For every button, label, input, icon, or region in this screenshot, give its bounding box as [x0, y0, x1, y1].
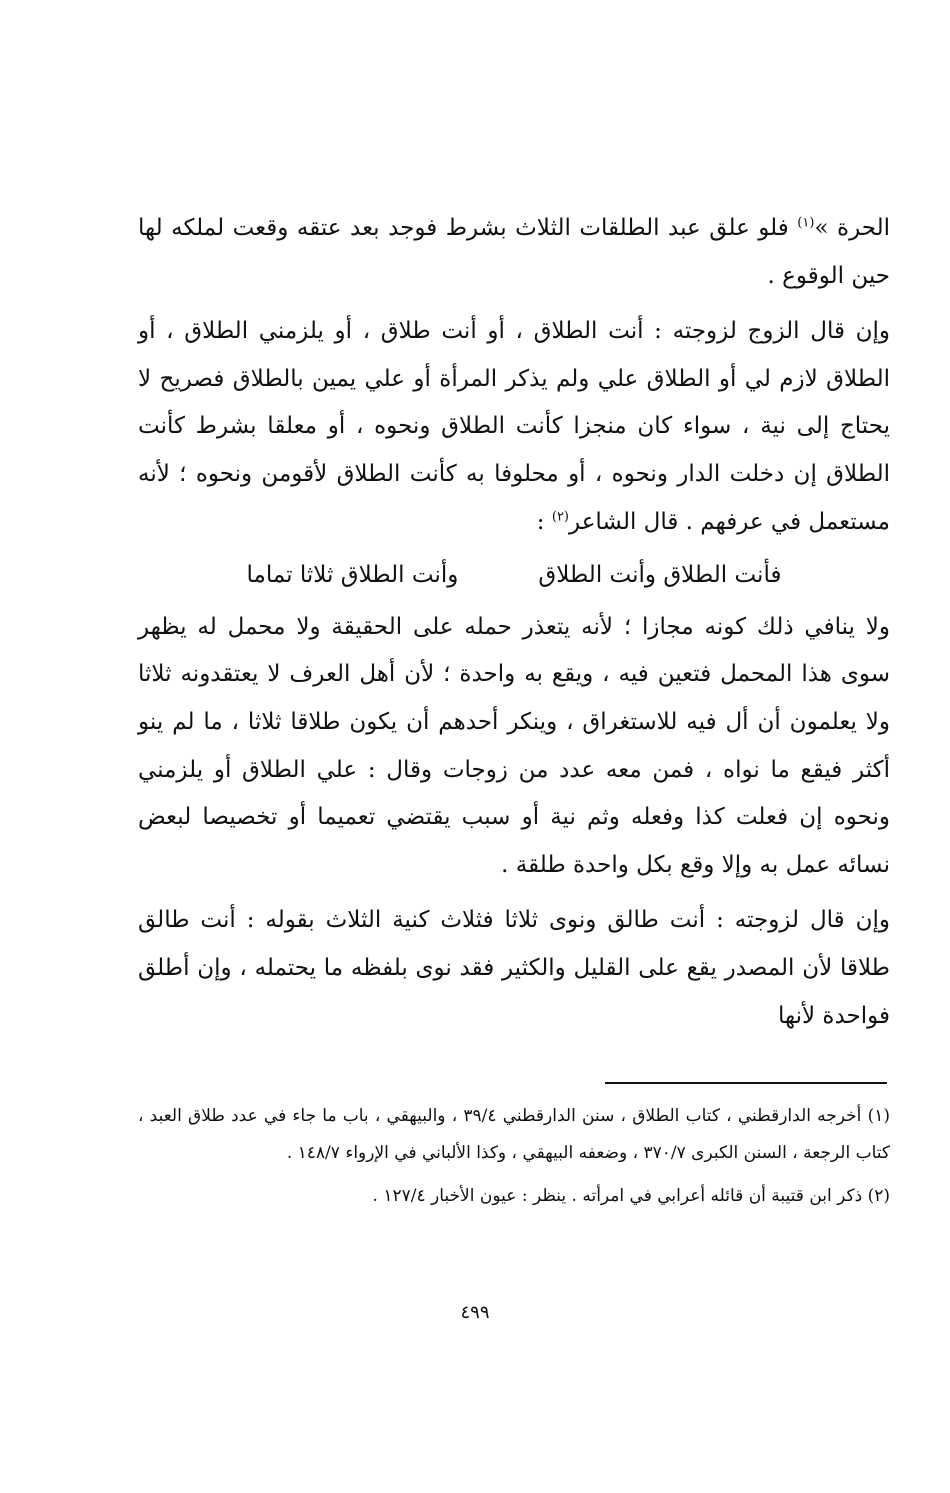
footnotes	[138, 1098, 890, 1215]
footnote-1: (١) أخرجه الدارقطني ، كتاب الطلاق ، سنن الدارقطني ٣٩/٤ ، والبيهقي ، باب ما جاء في عدد طلاق العبد ، كتاب الرجعة ، السنن الكبرى ٣٧٠/٧ ، وضعفه البيهقي ، وكذا الألباني في الإرواء ١٤٨/٧ .	[138, 1106, 890, 1163]
page-number: ٤٩٩	[460, 1302, 490, 1323]
poem-second-hemistich: وأنت الطلاق ثلاثا تماما	[246, 562, 459, 589]
paragraph-2	[138, 308, 890, 546]
footnote-ref-2: (٢)	[551, 508, 569, 524]
main-text	[138, 205, 890, 1040]
footnote-ref-1: (١)	[797, 215, 815, 231]
paragraph-2-text: وإن قال الزوج لزوجته : أنت الطلاق ، أو أنت طلاق ، أو يلزمني الطلاق ، أو الطلاق لازم لي أو الطلاق علي ولم يذكر المرأة أو علي يمين بالطلاق فصريح لا يحتاج إلى نية ، سواء كان منجزا كأنت الطلاق ونحوه ، أو معلقا بشرط كأنت الطلاق إن دخلت الدار ونحوه ، أو محلوفا به كأنت الطلاق لأقومن ونحوه ؛ لأنه مستعمل في عرفهم . قال الشاعر	[138, 318, 890, 535]
poem-first-hemistich: فأنت الطلاق وأنت الطلاق	[538, 562, 782, 589]
paragraph-1	[138, 205, 890, 300]
poem-verse	[138, 546, 890, 604]
paragraph-1-start: الحرة »	[814, 215, 890, 241]
paragraph-4: وإن قال لزوجته : أنت طالق ونوى ثلاثا فثلاث كنية الثلاث بقوله : أنت طالق طلاقا لأن المصدر يقع على القليل والكثير فقد نوى بلفظه ما يحتمله ، وإن أطلق فواحدة لأنها	[138, 907, 890, 1029]
footnote-2: (٢) ذكر ابن قتيبة أن قائله أعرابي في امرأته . ينظر : عيون الأخبار ١٢٧/٤ .	[372, 1186, 890, 1206]
paragraph-1-rest: فلو علق عبد الطلقات الثلاث بشرط فوجد بعد عتقه وقعت لملكه لها حين الوقوع .	[138, 215, 890, 289]
paragraph-2-end: :	[536, 508, 552, 535]
footnote-separator	[605, 1082, 887, 1084]
paragraph-3: ولا ينافي ذلك كونه مجازا ؛ لأنه يتعذر حمله على الحقيقة ولا محمل له يظهر سوى هذا المحمل فتعين فيه ، ويقع به واحدة ؛ لأن أهل العرف لا يعتقدونه ثلاثا ولا يعلمون أن أل فيه للاستغراق ، وينكر أحدهم أن يكون طلاقا ثلاثا ، ما لم ينو أكثر فيقع ما نواه ، فمن معه عدد من زوجات وقال : علي الطلاق أو يلزمني ونحوه إن فعلت كذا وفعله وثم نية أو سبب يقتضي تعميما أو تخصيصا لبعض نسائه عمل به وإلا وقع بكل واحدة طلقة .	[138, 613, 890, 878]
